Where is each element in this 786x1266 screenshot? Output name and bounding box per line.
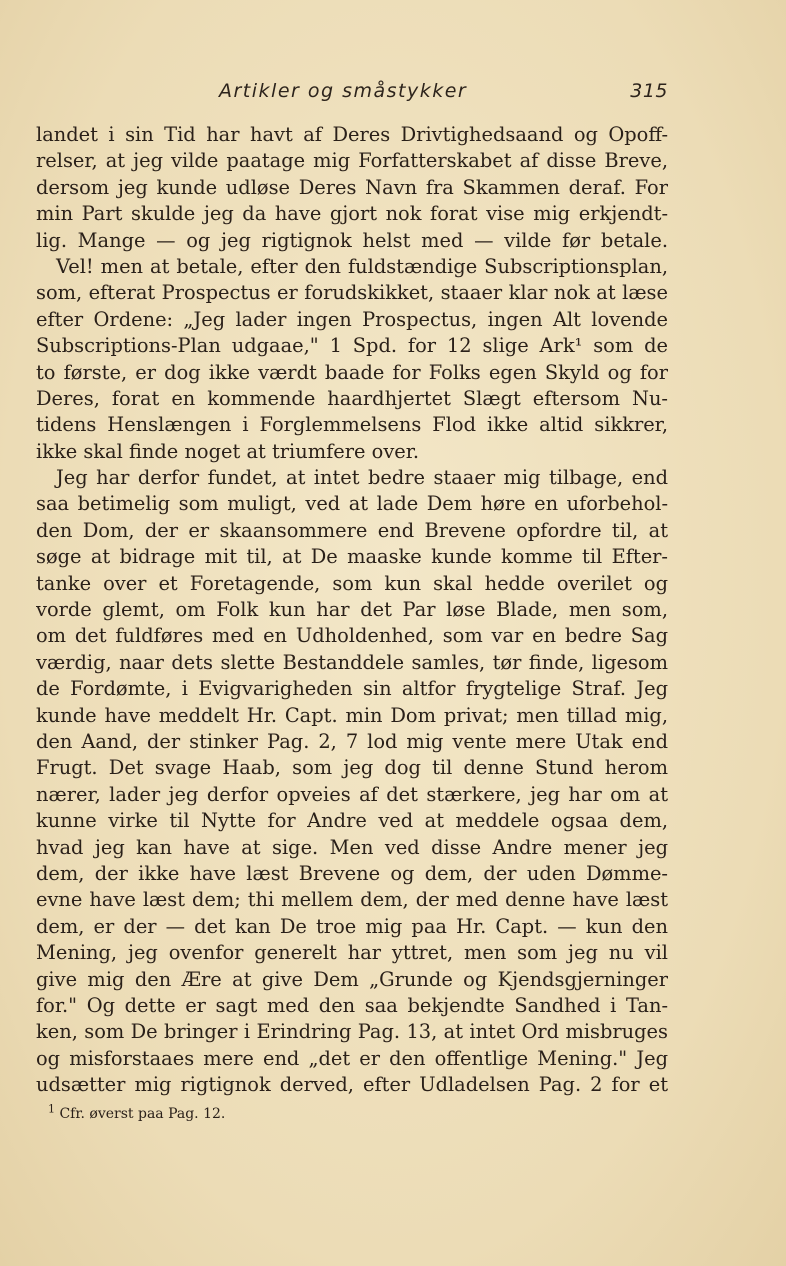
text-line: nærer, lader jeg derfor opveies af det stærkere, jeg har om at (36, 782, 668, 806)
footnote-text: Cfr. øverst paa Pag. 12. (59, 1106, 226, 1123)
text-line: søge at bidrage mit til, at De maaske kunde komme til Efter- (36, 545, 668, 569)
text-line: evne have læst dem; thi mellem dem, der med denne have læst (36, 888, 668, 912)
text-line: dem, der ikke have læst Brevene og dem, der uden Dømme- (36, 861, 668, 885)
text-line: Deres, forat en kommende haardhjertet Slægt eftersom Nu- (36, 386, 668, 410)
text-line: give mig den Ære at give Dem „Grunde og Kjendsgjerninger (36, 967, 668, 991)
running-head (36, 74, 668, 108)
text-line: saa betimelig som muligt, ved at lade Dem høre en uforbehol- (36, 492, 668, 516)
footnote-marker: 1 (48, 1102, 55, 1116)
text-line: relser, at jeg vilde paatage mig Forfatterskabet af disse Breve, (36, 149, 668, 173)
running-head-title: Artikler og småstykker (219, 80, 468, 102)
footnote (36, 1104, 668, 1124)
text-line: min Part skulde jeg da have gjort nok forat vise mig erkjendt- (36, 202, 668, 226)
text-line: som, efterat Prospectus er forudskikket, staaer klar nok at læse (36, 281, 668, 305)
text-line: kunne virke til Nytte for Andre ved at meddele ogsaa dem, (36, 809, 668, 833)
text-line: landet i sin Tid har havt af Deres Drivtighedsaand og Opoff- (36, 123, 668, 146)
text-line: vorde glemt, om Folk kun har det Par løse Blade, men som, (36, 598, 668, 622)
text-line: Vel! men at betale, efter den fuldstændige Subscriptionsplan, (56, 254, 668, 278)
text-line: dersom jeg kunde udløse Deres Navn fra Skammen deraf. For (36, 175, 668, 199)
text-line: udsætter mig rigtignok derved, efter Udladelsen Pag. 2 for et (36, 1073, 668, 1097)
text-line: ikke skal finde noget at triumfere over. (36, 439, 420, 463)
text-line: Frugt. Det svage Haab, som jeg dog til denne Stund herom (36, 756, 668, 780)
text-line: efter Ordene: „Jeg lader ingen Prospectus, ingen Alt lovende (36, 307, 668, 331)
text-line: den Aand, der stinker Pag. 2, 7 lod mig vente mere Utak end (36, 729, 668, 753)
text-line: dem, er der — det kan De troe mig paa Hr. Capt. — kun den (36, 914, 668, 938)
text-line: Subscriptions-Plan udgaae," 1 Spd. for 12 slige Ark¹ som de (36, 334, 668, 358)
text-line: tidens Henslængen i Forglemmelsens Flod ikke altid sikkrer, (36, 413, 668, 437)
text-line: lig. Mange — og jeg rigtignok helst med — vilde før betale. (36, 228, 668, 252)
text-line: kunde have meddelt Hr. Capt. min Dom privat; men tillad mig, (36, 703, 668, 727)
text-line: hvad jeg kan have at sige. Men ved disse Andre mener jeg (36, 835, 668, 859)
text-line: for." Og dette er sagt med den saa bekjendte Sandhed i Tan- (36, 993, 668, 1017)
text-line: Mening, jeg ovenfor generelt har yttret, men som jeg nu vil (36, 941, 668, 965)
text-line: ken, som De bringer i Erindring Pag. 13, at intet Ord misbruges (36, 1020, 668, 1044)
text-line: de Fordømte, i Evigvarigheden sin altfor frygtelige Straf. Jeg (36, 677, 668, 701)
text-line: tanke over et Foretagende, som kun skal hedde overilet og (36, 571, 668, 595)
text-line: om det fuldføres med en Udholdenhed, som var en bedre Sag (36, 624, 668, 648)
page-number: 315 (630, 80, 668, 102)
body-text (36, 122, 668, 1098)
text-line: den Dom, der er skaansommere end Brevene opfordre til, at (36, 518, 668, 542)
text-line: værdig, naar dets slette Bestanddele samles, tør finde, ligesom (36, 650, 668, 674)
text-line: to første, er dog ikke værdt baade for Folks egen Skyld og for (36, 360, 668, 384)
text-line: Jeg har derfor fundet, at intet bedre staaer mig tilbage, end (56, 466, 668, 490)
book-page (36, 74, 668, 1124)
text-line: og misforstaaes mere end „det er den offentlige Mening." Jeg (36, 1046, 668, 1070)
